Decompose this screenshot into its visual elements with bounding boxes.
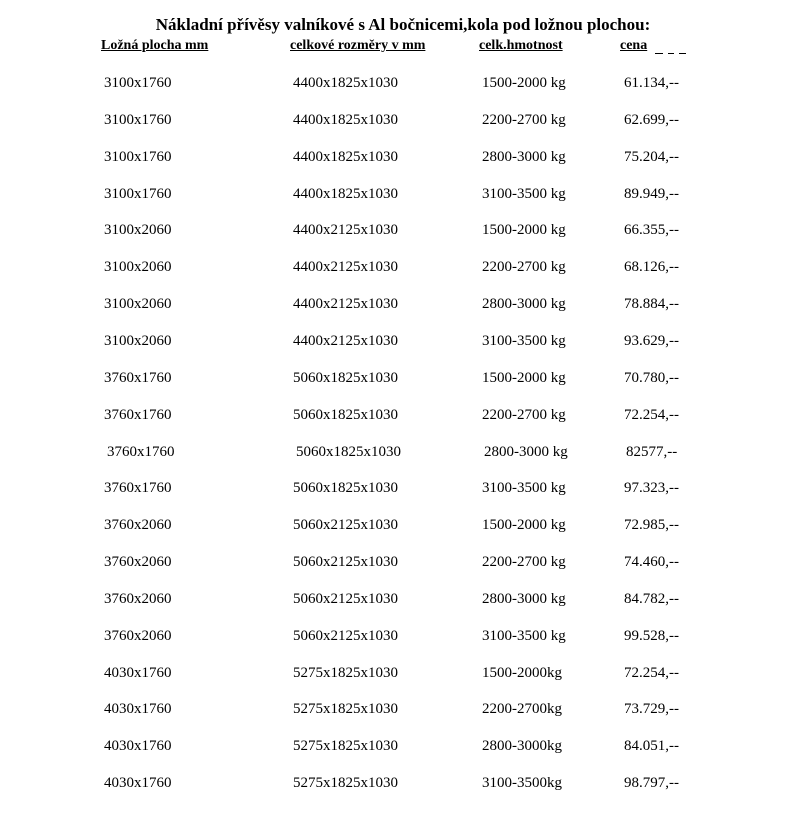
cell-lozna-plocha: 4030x1760 xyxy=(104,738,172,754)
table-row xyxy=(0,184,786,204)
cell-celk-hmotnost: 2200-2700 kg xyxy=(482,112,566,128)
cell-celk-hmotnost: 2200-2700kg xyxy=(482,701,562,717)
table-row xyxy=(0,405,786,425)
table-row xyxy=(0,478,786,498)
header-dash xyxy=(655,53,663,54)
cell-celk-hmotnost: 2800-3000 kg xyxy=(482,591,566,607)
cell-lozna-plocha: 4030x1760 xyxy=(104,665,172,681)
column-header-cena xyxy=(620,38,647,54)
cell-lozna-plocha: 3760x1760 xyxy=(104,370,172,386)
cell-celk-hmotnost: 2800-3000 kg xyxy=(482,296,566,312)
page-title-text: Nákladní přívěsy valníkové s Al bočnicemi,kola pod ložnou plochou: xyxy=(155,15,651,34)
cell-cena: 89.949,-- xyxy=(624,186,679,202)
cell-lozna-plocha: 4030x1760 xyxy=(104,701,172,717)
cell-celk-hmotnost: 2800-3000 kg xyxy=(484,444,568,460)
table-row xyxy=(0,515,786,535)
cell-celkove-rozmery: 5275x1825x1030 xyxy=(293,665,398,681)
cell-celkove-rozmery: 5275x1825x1030 xyxy=(293,738,398,754)
cell-lozna-plocha: 3100x2060 xyxy=(104,222,172,238)
cell-celk-hmotnost: 2800-3000kg xyxy=(482,738,562,754)
cell-lozna-plocha: 3100x1760 xyxy=(104,75,172,91)
cell-celkove-rozmery: 4400x2125x1030 xyxy=(293,222,398,238)
cell-celkove-rozmery: 5060x2125x1030 xyxy=(293,517,398,533)
column-header-celkove-rozmery: celkové rozměry v mm xyxy=(290,38,426,53)
cell-cena: 97.323,-- xyxy=(624,480,679,496)
table-row xyxy=(0,773,786,793)
table-row xyxy=(0,73,786,93)
cell-lozna-plocha: 3760x2060 xyxy=(104,591,172,607)
cell-celkove-rozmery: 4400x1825x1030 xyxy=(293,112,398,128)
cell-cena: 72.254,-- xyxy=(624,407,679,423)
cell-celkove-rozmery: 4400x1825x1030 xyxy=(293,75,398,91)
table-row xyxy=(0,294,786,314)
cell-celk-hmotnost: 3100-3500kg xyxy=(482,775,562,791)
cell-cena: 99.528,-- xyxy=(624,628,679,644)
cell-celk-hmotnost: 2200-2700 kg xyxy=(482,259,566,275)
cell-celkove-rozmery: 5060x1825x1030 xyxy=(293,407,398,423)
cell-lozna-plocha: 3760x1760 xyxy=(104,480,172,496)
cell-cena: 78.884,-- xyxy=(624,296,679,312)
cell-celkove-rozmery: 4400x1825x1030 xyxy=(293,186,398,202)
table-row xyxy=(0,663,786,683)
cell-lozna-plocha: 3760x1760 xyxy=(104,407,172,423)
cell-celkove-rozmery: 5275x1825x1030 xyxy=(293,701,398,717)
cell-celkove-rozmery: 5060x1825x1030 xyxy=(293,370,398,386)
cell-cena: 93.629,-- xyxy=(624,333,679,349)
cell-cena: 68.126,-- xyxy=(624,259,679,275)
cell-celk-hmotnost: 2200-2700 kg xyxy=(482,407,566,423)
table-row xyxy=(0,257,786,277)
cell-cena: 82577,-- xyxy=(626,444,678,460)
cell-celk-hmotnost: 1500-2000 kg xyxy=(482,222,566,238)
table-row xyxy=(0,736,786,756)
table-row xyxy=(0,442,786,462)
cell-cena: 74.460,-- xyxy=(624,554,679,570)
cell-lozna-plocha: 3100x1760 xyxy=(104,112,172,128)
table-row xyxy=(0,220,786,240)
cell-lozna-plocha: 3100x2060 xyxy=(104,333,172,349)
cell-celkove-rozmery: 5060x1825x1030 xyxy=(296,444,401,460)
cell-lozna-plocha: 3760x2060 xyxy=(104,554,172,570)
header-dash xyxy=(668,53,674,54)
cell-celkove-rozmery: 4400x2125x1030 xyxy=(293,296,398,312)
cell-celk-hmotnost: 2200-2700 kg xyxy=(482,554,566,570)
table-row xyxy=(0,626,786,646)
cell-celkove-rozmery: 5060x2125x1030 xyxy=(293,628,398,644)
cell-lozna-plocha: 3760x2060 xyxy=(104,628,172,644)
header-dash xyxy=(679,53,686,54)
cell-celk-hmotnost: 1500-2000 kg xyxy=(482,517,566,533)
page-title xyxy=(0,15,786,35)
cell-cena: 84.782,-- xyxy=(624,591,679,607)
cell-celk-hmotnost: 3100-3500 kg xyxy=(482,186,566,202)
cell-lozna-plocha: 3100x1760 xyxy=(104,186,172,202)
table-row xyxy=(0,699,786,719)
column-header-cena-label: cena xyxy=(620,38,648,53)
cell-lozna-plocha: 3760x2060 xyxy=(104,517,172,533)
cell-cena: 72.985,-- xyxy=(624,517,679,533)
column-header-celk-hmotnost: celk.hmotnost xyxy=(479,38,563,53)
cell-celkove-rozmery: 5060x1825x1030 xyxy=(293,480,398,496)
cell-cena: 62.699,-- xyxy=(624,112,679,128)
cell-cena: 84.051,-- xyxy=(624,738,679,754)
table-row xyxy=(0,552,786,572)
cell-celk-hmotnost: 3100-3500 kg xyxy=(482,628,566,644)
cell-cena: 61.134,-- xyxy=(624,75,679,91)
cell-celk-hmotnost: 1500-2000 kg xyxy=(482,370,566,386)
table-row xyxy=(0,147,786,167)
table-row xyxy=(0,110,786,130)
cell-celkove-rozmery: 4400x2125x1030 xyxy=(293,259,398,275)
cell-celk-hmotnost: 1500-2000kg xyxy=(482,665,562,681)
cell-lozna-plocha: 3760x1760 xyxy=(107,444,175,460)
cell-cena: 66.355,-- xyxy=(624,222,679,238)
cell-celkove-rozmery: 4400x2125x1030 xyxy=(293,333,398,349)
cell-cena: 98.797,-- xyxy=(624,775,679,791)
cell-cena: 72.254,-- xyxy=(624,665,679,681)
cell-celk-hmotnost: 1500-2000 kg xyxy=(482,75,566,91)
cell-celkove-rozmery: 5060x2125x1030 xyxy=(293,554,398,570)
cell-cena: 73.729,-- xyxy=(624,701,679,717)
cell-lozna-plocha: 3100x2060 xyxy=(104,296,172,312)
cell-cena: 75.204,-- xyxy=(624,149,679,165)
table-row xyxy=(0,589,786,609)
cell-celk-hmotnost: 3100-3500 kg xyxy=(482,480,566,496)
cell-celkove-rozmery: 4400x1825x1030 xyxy=(293,149,398,165)
cell-cena: 70.780,-- xyxy=(624,370,679,386)
cell-lozna-plocha: 3100x1760 xyxy=(104,149,172,165)
column-header-lozna-plocha: Ložná plocha mm xyxy=(101,38,209,53)
cell-celkove-rozmery: 5060x2125x1030 xyxy=(293,591,398,607)
table-row xyxy=(0,331,786,351)
cell-celk-hmotnost: 2800-3000 kg xyxy=(482,149,566,165)
cell-celk-hmotnost: 3100-3500 kg xyxy=(482,333,566,349)
cell-lozna-plocha: 4030x1760 xyxy=(104,775,172,791)
table-row xyxy=(0,368,786,388)
cell-lozna-plocha: 3100x2060 xyxy=(104,259,172,275)
cell-celkove-rozmery: 5275x1825x1030 xyxy=(293,775,398,791)
